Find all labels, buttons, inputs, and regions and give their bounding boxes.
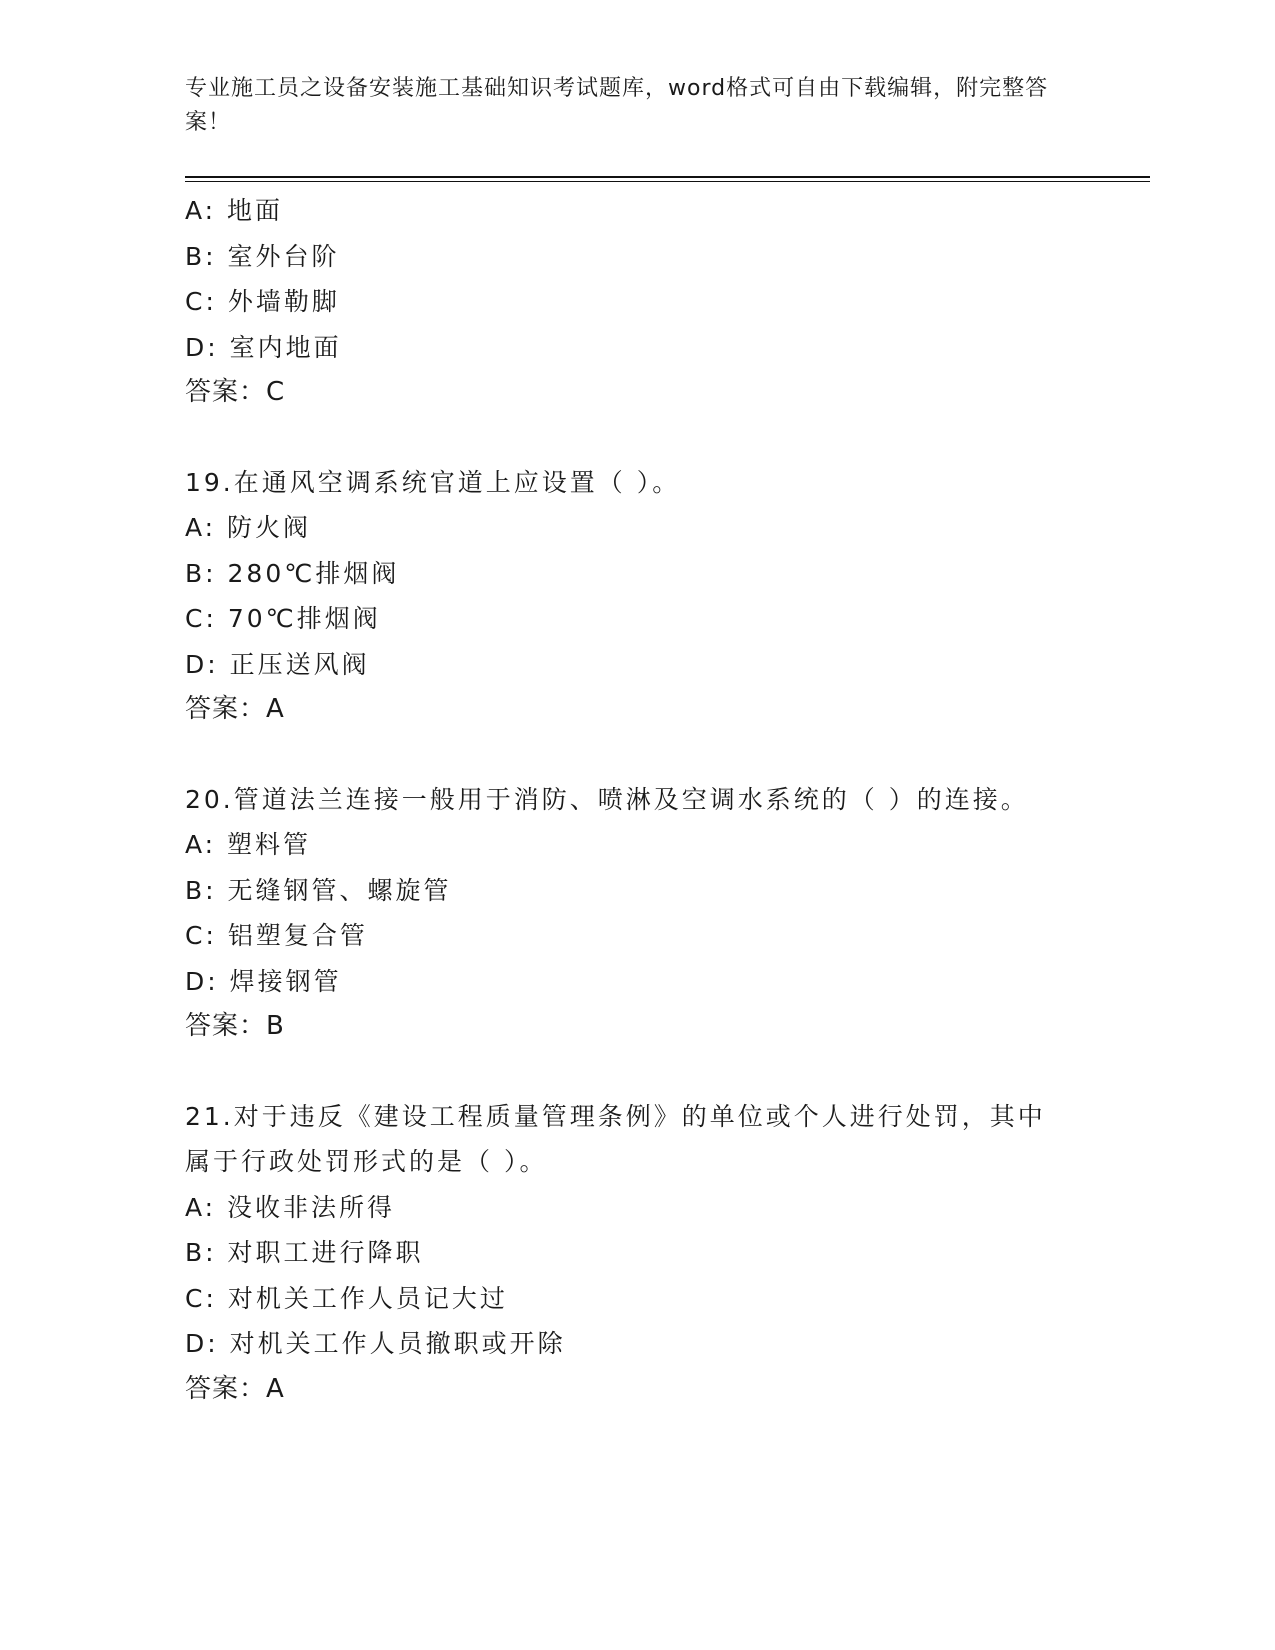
option-b: B: 280℃排烟阀 [185,558,400,588]
option-a: A: 塑料管 [185,830,312,859]
question-block-21 [185,1094,1085,1413]
option-a: A: 地面 [185,196,284,225]
question-stem: 19.在通风空调系统官道上应设置（ ）。 [185,467,681,497]
option-b: B: 无缝钢管、螺旋管 [185,875,452,905]
spacer [185,1050,1085,1094]
option-d: D: 对机关工作人员撤职或开除 [185,1329,566,1358]
option-c: C: 对机关工作人员记大过 [185,1283,508,1313]
answer-line: 答案：A [185,694,285,724]
option-c: C: 70℃排烟阀 [185,604,381,633]
document-header: 专业施工员之设备安装施工基础知识考试题库，word格式可自由下载编辑，附完整答案！ [185,76,1049,135]
option-a: A: 没收非法所得 [185,1192,396,1222]
option-d: D: 室内地面 [185,332,342,362]
spacer [185,733,1085,777]
header-divider-thin [185,181,1150,182]
question-stem: 21.对于违反《建设工程质量管理条例》的单位或个人进行处罚，其中属于行政处罚形式的是（ ）。 [185,1101,1046,1176]
option-c: C: 铝塑复合管 [185,921,368,950]
option-a: A: 防火阀 [185,513,312,542]
question-block-18 [185,188,1085,416]
answer-line: 答案：B [185,1011,285,1041]
question-list [185,188,1085,1412]
header-divider-thick [185,176,1150,178]
spacer [185,416,1085,460]
option-b: B: 对职工进行降职 [185,1238,424,1267]
answer-line: 答案：A [185,1373,285,1404]
option-b: B: 室外台阶 [185,241,340,271]
answer-line: 答案：C [185,377,286,407]
question-block-20 [185,777,1085,1050]
option-c: C: 外墙勒脚 [185,287,340,316]
question-block-19 [185,460,1085,733]
option-d: D: 正压送风阀 [185,649,370,679]
option-d: D: 焊接钢管 [185,966,342,996]
question-stem: 20.管道法兰连接一般用于消防、喷淋及空调水系统的（ ）的连接。 [185,784,1029,814]
